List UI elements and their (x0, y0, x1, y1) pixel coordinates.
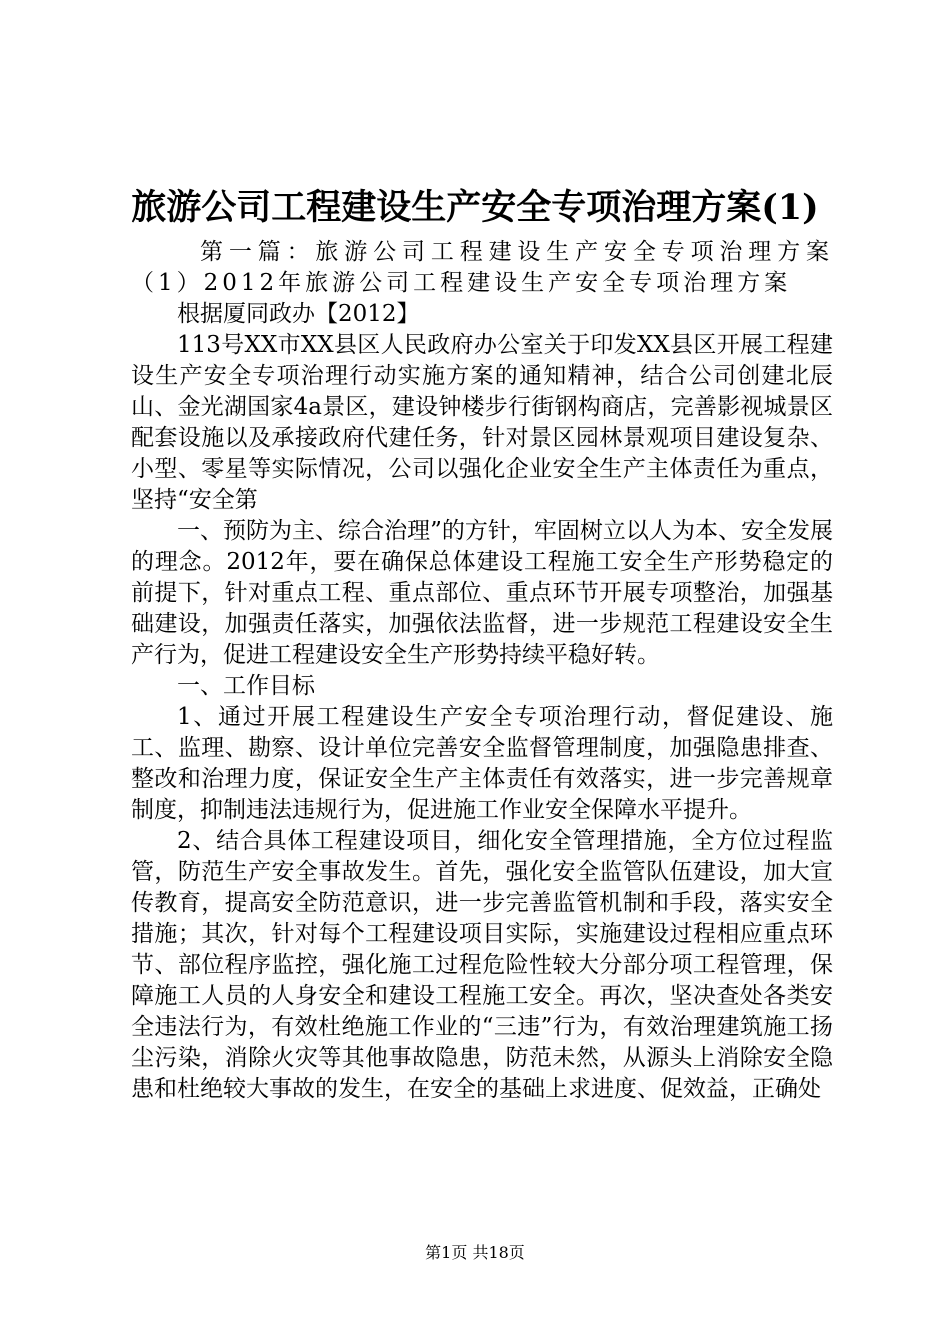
paragraph-policy: 一、预防为主、综合治理”的方针，牢固树立以人为本、安全发展的理念。2012年，要在确保总体建设工程施工安全生产形势稳定的前提下，针对重点工程、重点部位、重点环节开展专项整治，加强基础建设，加强责任落实，加强依法监督，进一步规范工程建设安全生产行为，促进工程建设安全生产形势持续平稳好转。 (131, 518, 833, 668)
section-heading-goals: 一、工作目标 (177, 673, 315, 699)
paragraph-intro: 113号XX市XX县区人民政府办公室关于印发XX县区开展工程建设生产安全专项治理行动实施方案的通知精神，结合公司创建北辰山、金光湖国家4a景区，建设钟楼步行街钢构商店，完善影视城景区配套设施以及承接政府代建任务，针对景区园林景观项目建设复杂、小型、零星等实际情况，公司以强化企业安全生产主体责任为重点，坚持“安全第 (131, 332, 833, 513)
page-footer: 第1页 共18页 (425, 1243, 525, 1262)
document-title: 旅游公司工程建设生产安全专项治理方案(1) (131, 187, 819, 228)
paragraph-goal-2: 2、结合具体工程建设项目，细化安全管理措施，全方位过程监管，防范生产安全事故发生。首先，强化安全监管队伍建设，加大宣传教育，提高安全防范意识，进一步完善监管机制和手段，落实安全措施；其次，针对每个工程建设项目实际，实施建设过程相应重点环节、部位程序监控，强化施工过程危险性较大分部分项工程管理，保障施工人员的人身安全和建设工程施工安全。再次，坚决查处各类安全违法行为，有效杜绝施工作业的“三违”行为，有效治理建筑施工扬尘污染，消除火灾等其他事故隐患，防范未然，从源头上消除安全隐患和杜绝较大事故的发生，在安全的基础上求进度、促效益，正确处 (131, 828, 833, 1102)
paragraph-goal-1: 1、通过开展工程建设生产安全专项治理行动，督促建设、施工、监理、勘察、设计单位完善安全监督管理制度，加强隐患排查、整改和治理力度，保证安全生产主体责任有效落实，进一步完善规章制度，抑制违法违规行为，促进施工作业安全保障水平提升。 (131, 704, 833, 823)
document-body (131, 237, 833, 1105)
paragraph-subtitle: 第一篇：旅游公司工程建设生产安全专项治理方案（1）2012年旅游公司工程建设生产安全专项治理方案 (131, 239, 833, 296)
paragraph-basis: 根据厦同政办【2012】 (177, 301, 420, 327)
